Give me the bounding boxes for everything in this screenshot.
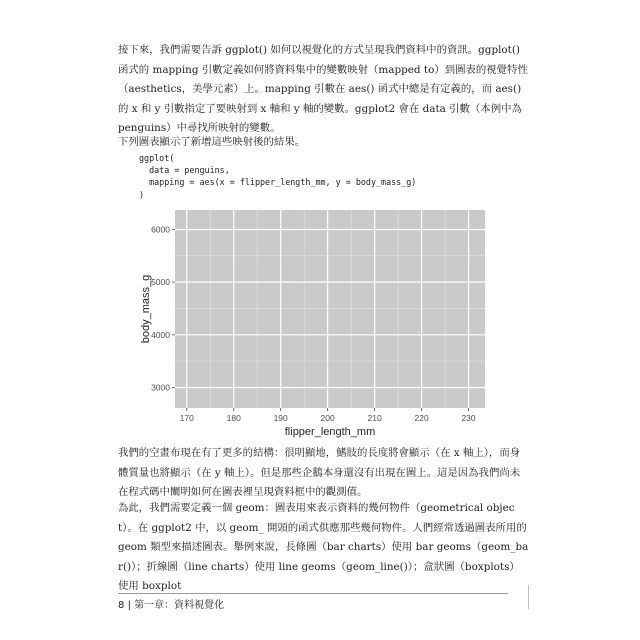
y-axis-ticks <box>151 224 175 392</box>
page-number: 8 <box>118 600 125 611</box>
x-tick-label: 230 <box>461 413 476 423</box>
x-axis-ticks <box>180 408 476 423</box>
y-axis-label: body_mass_g <box>140 274 152 344</box>
plot-panel <box>175 210 485 408</box>
paragraph-canvas-structure: 我們的空畫布現在有了更多的結構：很明顯地，鰭肢的長度將會顯示（在 x 軸上），而身體質量也將顯示（在 y 軸上）。但是那些企鵝本身還沒有出現在圖上。這是因為我們尚未在程式碼中闡明如何在圖表裡呈現資料框中的觀測值。 <box>118 447 521 498</box>
code-line: ggplot( <box>139 153 175 163</box>
paragraph-chart-caption: 下列圖表顯示了新增這些映射後的結果。 <box>118 136 306 148</box>
code-block <box>139 152 416 201</box>
y-tick-label: 5000 <box>151 277 170 288</box>
x-tick-label: 210 <box>367 413 382 423</box>
x-tick-label: 190 <box>273 413 288 423</box>
footer-vertical-rule <box>528 585 529 609</box>
x-tick-label: 170 <box>179 413 194 423</box>
paragraph-geom-definition: 為此，我們需要定義一個 geom：圖表用來表示資料的幾何物件（geometrical object）。在 ggplot2 中，以 geom_ 開頭的函式供應那些幾何物件。人們經常透過圖表所用的 geom 類型來描述圖表。舉例來說，長條圖（bar charts）使用 bar geoms（geom_bar()）；折線圖（line charts）使用 line geoms（geom_line()）；盒狀圖（boxplots）使用 boxplot <box>118 502 529 592</box>
y-tick-label: 4000 <box>151 329 170 340</box>
y-tick-label: 3000 <box>151 382 170 393</box>
empty-ggplot-chart <box>138 206 492 438</box>
x-tick-label: 220 <box>414 413 429 423</box>
footer-divider <box>118 593 508 594</box>
paragraph-mapping-intro: 接下來，我們需要告訴 ggplot() 如何以視覺化的方式呈現我們資料中的資訊。ggplot() 函式的 mapping 引數定義如何將資料集中的變數映射（mapped to）到圖表的視覺特性（aesthetics，美學元素）上。mapping 引數在 aes() 函式中總是有定義的，而 aes() 的 x 和 y 引數指定了要映射到 x 軸和 y 軸的變數。ggplot2 會在 data 引數（本例中為 penguins）中尋找所映射的變數。 <box>118 44 528 134</box>
code-line: ) <box>139 189 145 200</box>
x-axis-label: flipper_length_mm <box>284 426 376 438</box>
code-line: mapping = aes(x = flipper_length_mm, y = body_mass_g) <box>139 177 417 188</box>
code-line: data = penguins, <box>139 165 230 176</box>
page-footer <box>118 599 224 613</box>
x-tick-label: 200 <box>320 413 335 423</box>
chapter-title: 第一章：資料視覺化 <box>134 600 225 611</box>
footer-separator: | <box>127 600 131 611</box>
x-tick-label: 180 <box>226 413 241 423</box>
y-tick-label: 6000 <box>151 224 170 235</box>
